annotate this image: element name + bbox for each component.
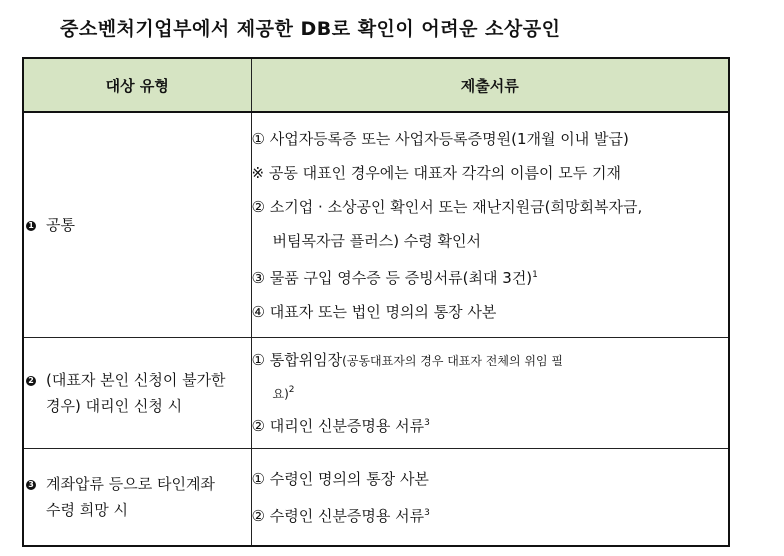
footnote-ref: 2 [288,385,295,395]
docs-cell [251,112,729,338]
doc-item: ② 수령인 신분증명용 서류 [251,506,425,525]
doc-note: ※ 공동 대표인 경우에는 대표자 각각의 이름이 모두 기재 [251,163,621,182]
doc-item: ① 통합위임장 [251,351,343,369]
category-label-continued: 수령 희망 시 [46,501,128,519]
category-label: (대표자 본인 신청이 불가한 [46,371,226,389]
category-cell [23,449,251,547]
doc-item: ② 소기업 · 소상공인 확인서 또는 재난지원금(희망회복자금, [251,197,643,216]
category-cell [23,338,251,449]
number-marker: 2 [26,376,36,386]
doc-item: ① 수령인 명의의 통장 사본 [251,469,429,488]
table-row [23,112,729,338]
table-row [23,338,729,449]
document-table [22,57,730,547]
docs-cell [251,449,729,547]
doc-item-note-continued: 요) [272,387,289,401]
page-title: 중소벤처기업부에서 제공한 DB로 확인이 어려운 소상공인 [60,18,561,40]
footnote-ref: 3 [424,418,430,428]
doc-item-note: (공동대표자의 경우 대표자 전체의 위임 필 [342,354,563,368]
doc-item: ② 대리인 신분증명용 서류 [251,417,425,435]
category-label: 공통 [46,216,75,234]
doc-item: ① 사업자등록증 또는 사업자등록증명원(1개월 이내 발급) [251,129,629,148]
category-cell [23,112,251,338]
footnote-ref: 1 [532,269,538,280]
category-label: 계좌압류 등으로 타인계좌 [46,475,215,493]
doc-item: ③ 물품 구입 영수증 등 증빙서류(최대 3건) [251,268,533,287]
header-required-docs: 제출서류 [251,58,729,112]
category-label-continued: 경우) 대리인 신청 시 [46,397,183,415]
number-marker: 1 [26,221,36,231]
table-row [23,449,729,547]
header-target-type: 대상 유형 [23,58,251,112]
number-marker: 3 [26,480,36,490]
doc-item: ④ 대표자 또는 법인 명의의 통장 사본 [251,302,497,321]
table-header-row [23,58,729,112]
docs-cell [251,338,729,449]
doc-item-continued: 버팀목자금 플러스) 수령 확인서 [272,231,482,250]
footnote-ref: 3 [424,507,430,518]
